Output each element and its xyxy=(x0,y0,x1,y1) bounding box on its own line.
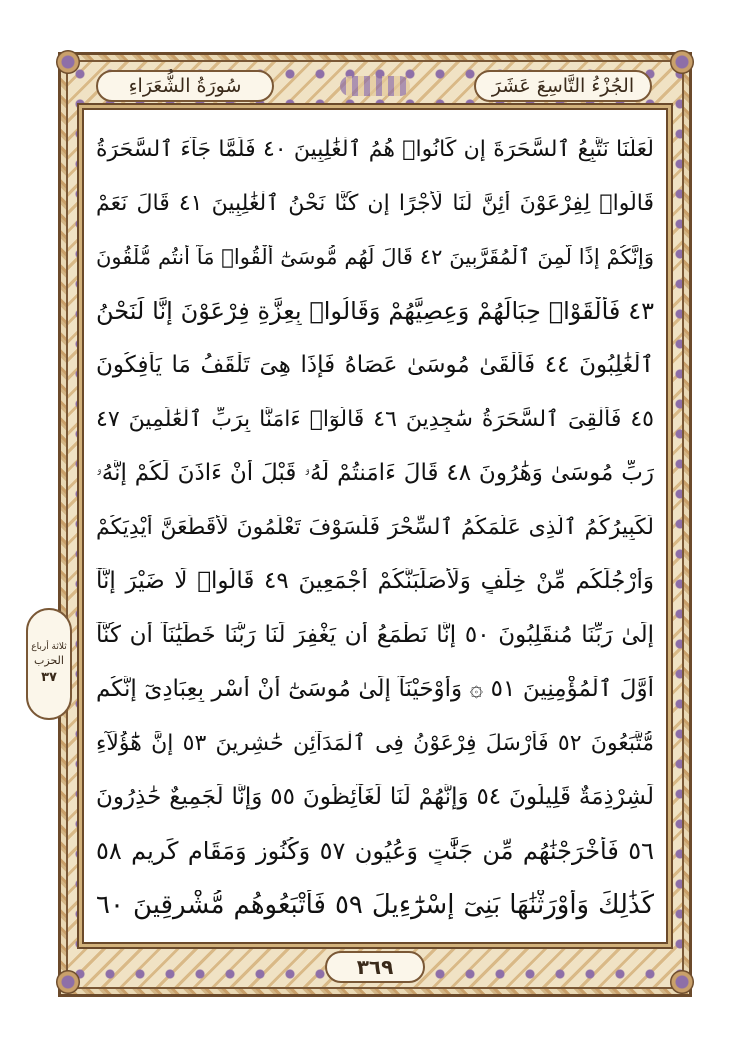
text-line: كَذَٰلِكَ وَأَوْرَثْنَٰهَا بَنِىٓ إِسْرَٰٓءِيلَ ٥٩ فَأَتْبَعُوهُم مُّشْرِقِينَ ٦٠ xyxy=(96,890,654,920)
text-line: رَبِّ مُوسَىٰ وَهَٰرُونَ ٤٨ قَالَ ءَامَنتُمْ لَهُۥ قَبْلَ أَنْ ءَاذَنَ لَكُمْ إِنَّهُۥ xyxy=(96,460,654,486)
quran-text xyxy=(96,122,654,932)
corner-ornament-icon xyxy=(56,970,80,994)
corner-ornament-icon xyxy=(670,970,694,994)
text-line: قَالُوا۟ لِفِرْعَوْنَ أَئِنَّ لَنَا لَأَجْرًا إِن كُنَّا نَحْنُ ٱلْغَٰلِبِينَ ٤١ قَالَ نَعَمْ xyxy=(96,190,654,216)
text-line: لَكَبِيرُكُمُ ٱلَّذِى عَلَّمَكُمُ ٱلسِّحْرَ فَلَسَوْفَ تَعْلَمُونَ لَأُقَطِّعَنَّ أَيْدِيَكُمْ xyxy=(96,514,654,540)
text-line: وَأَرْجُلَكُم مِّنْ خِلَٰفٍ وَلَأُصَلِّبَنَّكُمْ أَجْمَعِينَ ٤٩ قَالُوا۟ لَا ضَيْرَ إِنَّآ xyxy=(96,568,654,594)
corner-ornament-icon xyxy=(56,50,80,74)
juz-name: الجُزْءُ التَّاسِعَ عَشَرَ xyxy=(474,70,652,102)
text-line: ٥٦ فَأَخْرَجْنَٰهُم مِّن جَنَّٰتٍ وَعُيُونٍ ٥٧ وَكُنُوزٍ وَمَقَامٍ كَرِيمٍ ٥٨ xyxy=(96,837,654,865)
text-line: ٱلْغَٰلِبُونَ ٤٤ فَأَلْقَىٰ مُوسَىٰ عَصَاهُ فَإِذَا هِىَ تَلْقَفُ مَا يَأْفِكُونَ xyxy=(96,352,654,378)
hizb-marker-number: ٣٧ xyxy=(41,670,57,685)
page-number: ٣٦٩ xyxy=(325,951,425,983)
text-line: إِلَىٰ رَبِّنَا مُنقَلِبُونَ ٥٠ إِنَّا نَطْمَعُ أَن يَغْفِرَ لَنَا رَبُّنَا خَطَٰيَٰنَآ أَن كُنَّآ xyxy=(96,622,654,648)
corner-ornament-icon xyxy=(670,50,694,74)
surah-name: سُورَةُ الشُّعَرَاءِ xyxy=(96,70,274,102)
text-line: مُّتَّبَعُونَ ٥٢ فَأَرْسَلَ فِرْعَوْنُ فِى ٱلْمَدَآئِنِ حَٰشِرِينَ ٥٣ إِنَّ هَٰٓؤُلَآءِ xyxy=(96,730,654,756)
page-header xyxy=(90,70,660,104)
hizb-marker xyxy=(26,608,72,720)
text-line: وَإِنَّكُمْ إِذًا لَّمِنَ ٱلْمُقَرَّبِينَ ٤٢ قَالَ لَهُم مُّوسَىٰٓ أَلْقُوا۟ مَآ أَنتُم مُّلْقُونَ xyxy=(96,245,654,269)
text-line: لَشِرْذِمَةٌ قَلِيلُونَ ٥٤ وَإِنَّهُمْ لَنَا لَغَآئِظُونَ ٥٥ وَإِنَّا لَجَمِيعٌ حَٰذِرُونَ xyxy=(96,784,654,810)
header-ornament-icon xyxy=(340,76,410,96)
text-line: لَعَلَّنَا نَتَّبِعُ ٱلسَّحَرَةَ إِن كَانُوا۟ هُمُ ٱلْغَٰلِبِينَ ٤٠ فَلَمَّا جَآءَ ٱلسَّحَرَةُ xyxy=(96,136,654,162)
text-line: أَوَّلَ ٱلْمُؤْمِنِينَ ٥١ ۞ وَأَوْحَيْنَآ إِلَىٰ مُوسَىٰٓ أَنْ أَسْرِ بِعِبَادِىٓ إِنَّكُم xyxy=(96,676,654,702)
text-line: ٤٣ فَأَلْقَوْا۟ حِبَالَهُمْ وَعِصِيَّهُمْ وَقَالُوا۟ بِعِزَّةِ فِرْعَوْنَ إِنَّا لَنَحْنُ xyxy=(96,297,654,325)
text-line: ٤٥ فَأُلْقِىَ ٱلسَّحَرَةُ سَٰجِدِينَ ٤٦ قَالُوٓا۟ ءَامَنَّا بِرَبِّ ٱلْعَٰلَمِينَ ٤٧ xyxy=(96,406,654,432)
hizb-marker-fraction: ثلاثة أرباع xyxy=(31,642,67,652)
hizb-marker-label: الحزب xyxy=(34,654,64,667)
